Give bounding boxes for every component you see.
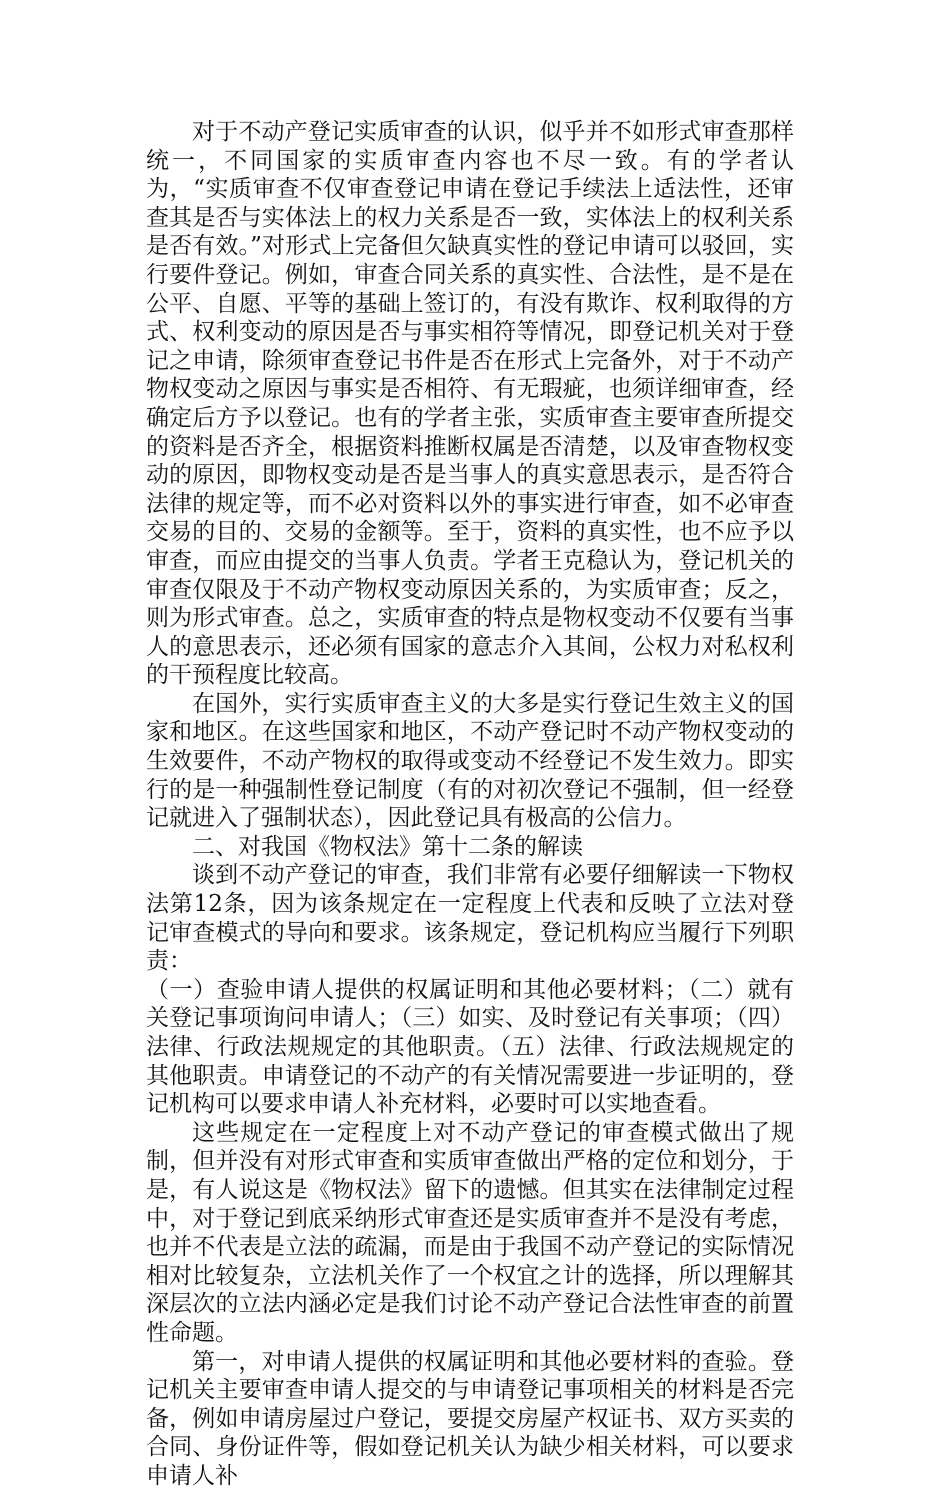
paragraph-article-12-intro: 谈到不动产登记的审查，我们非常有必要仔细解读一下物权法第12条，因为该条规定在一定程度上代表和反映了立法对登记审查模式的导向和要求。该条规定，登记机构应当履行下列职责： bbox=[146, 862, 794, 975]
paragraph-substantive-review: 对于不动产登记实质审查的认识，似乎并不如形式审查那样统一，不同国家的实质审查内容也不尽一致。有的学者认为，“实质审查不仅审查登记申请在登记手续法上适法性，还审查其是否与实体法上的权力关系是否一致，实体法上的权利关系是否有效。”对形式上完备但欠缺真实性的登记申请可以驳回，实行要件登记。例如，审查合同关系的真实性、合法性，是不是在公平、自愿、平等的基础上签订的，有没有欺诈、权利取得的方式、权利变动的原因是否与事实相符等情况，即登记机关对于登记之申请，除须审查登记书件是否在形式上完备外，对于不动产物权变动之原因与事实是否相符、有无瑕疵，也须详细审查，经确定后方予以登记。也有的学者主张，实质审查主要审查所提交的资料是否齐全，根据资料推断权属是否清楚，以及审查物权变动的原因，即物权变动是否是当事人的真实意思表示，是否符合法律的规定等，而不必对资料以外的事实进行审查，如不必审查交易的目的、交易的金额等。至于，资料的真实性，也不应予以审查，而应由提交的当事人负责。学者王克稳认为，登记机关的审查仅限及于不动产物权变动原因关系的，为实质审查；反之，则为形式审查。总之，实质审查的特点是物权变动不仅要有当事人的意思表示，还必须有国家的意志介入其间，公权力对私权利的干预程度比较高。 bbox=[146, 119, 794, 689]
paragraph-first-point: 第一，对申请人提供的权属证明和其他必要材料的查验。登记机关主要审查申请人提交的与申请登记事项相关的材料是否完备，例如申请房屋过户登记，要提交房屋产权证书、双方买卖的合同、身份证件等，假如登记机关认为缺少相关材料，可以要求申请人补 bbox=[146, 1348, 794, 1489]
section-heading: 二、对我国《物权法》第十二条的解读 bbox=[192, 833, 583, 860]
paragraph-foreign-practice: 在国外，实行实质审查主义的大多是实行登记生效主义的国家和地区。在这些国家和地区，不动产登记时不动产物权变动的生效要件，不动产物权的取得或变动不经登记不发生效力。即实行的是一种强制性登记制度（有的对初次登记不强制，但一经登记就进入了强制状态），因此登记具有极高的公信力。 bbox=[146, 690, 794, 832]
paragraph-regulation-analysis: 这些规定在一定程度上对不动产登记的审查模式做出了规制，但并没有对形式审查和实质审查做出严格的定位和划分，于是，有人说这是《物权法》留下的遗憾。但其实在法律制定过程中，对于登记到底采纳形式审查还是实质审查并不是没有考虑，也并不代表是立法的疏漏，而是由于我国不动产登记的实际情况相对比较复杂，立法机关作了一个权宜之计的选择，所以理解其深层次的立法内涵必定是我们讨论不动产登记合法性审查的前置性命题。 bbox=[146, 1119, 794, 1346]
document-body bbox=[146, 118, 794, 1491]
paragraph-duties-list: （一）查验申请人提供的权属证明和其他必要材料；（二）就有关登记事项询问申请人；（三）如实、及时登记有关事项；（四）法律、行政法规规定的其他职责。（五）法律、行政法规规定的其他职责。申请登记的不动产的有关情况需要进一步证明的，登记机构可以要求申请人补充材料，必要时可以实地查看。 bbox=[146, 976, 794, 1118]
